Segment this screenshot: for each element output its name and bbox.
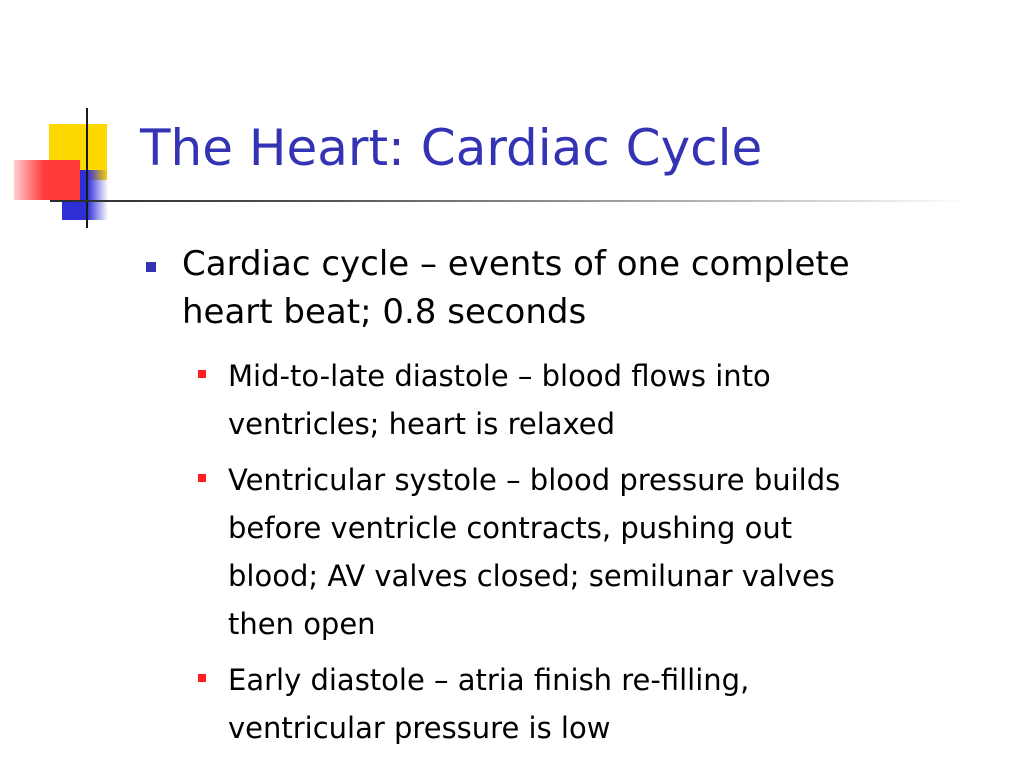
sub-bullet-line: ventricles; heart is relaxed xyxy=(228,407,616,441)
main-bullet-line-1: Cardiac cycle – events of one complete xyxy=(182,244,850,284)
sub-bullet-line: Mid-to-late diastole – blood flows into xyxy=(228,359,771,393)
slide-title: The Heart: Cardiac Cycle xyxy=(140,119,763,177)
sub-bullet-line: Early diastole – atria finish re-filling, xyxy=(228,663,750,697)
main-bullet-text xyxy=(182,240,1002,336)
sub-bullet-text xyxy=(228,456,988,648)
sub-bullet-line: then open xyxy=(228,607,376,641)
main-bullet-line-2: heart beat; 0.8 seconds xyxy=(182,292,587,332)
sub-bullet-line: ventricular pressure is low xyxy=(228,711,611,745)
sub-bullet-text xyxy=(228,656,988,752)
sub-bullet-line: blood; AV valves closed; semilunar valves xyxy=(228,559,835,593)
sub-bullet-marker xyxy=(198,674,206,682)
sub-bullet-text xyxy=(228,352,988,448)
sub-bullet-marker xyxy=(198,370,206,378)
sub-bullet-marker xyxy=(198,474,206,482)
sub-bullet-line: Ventricular systole – blood pressure builds xyxy=(228,463,841,497)
main-bullet-marker xyxy=(146,262,156,272)
sub-bullet-line: before ventricle contracts, pushing out xyxy=(228,511,793,545)
